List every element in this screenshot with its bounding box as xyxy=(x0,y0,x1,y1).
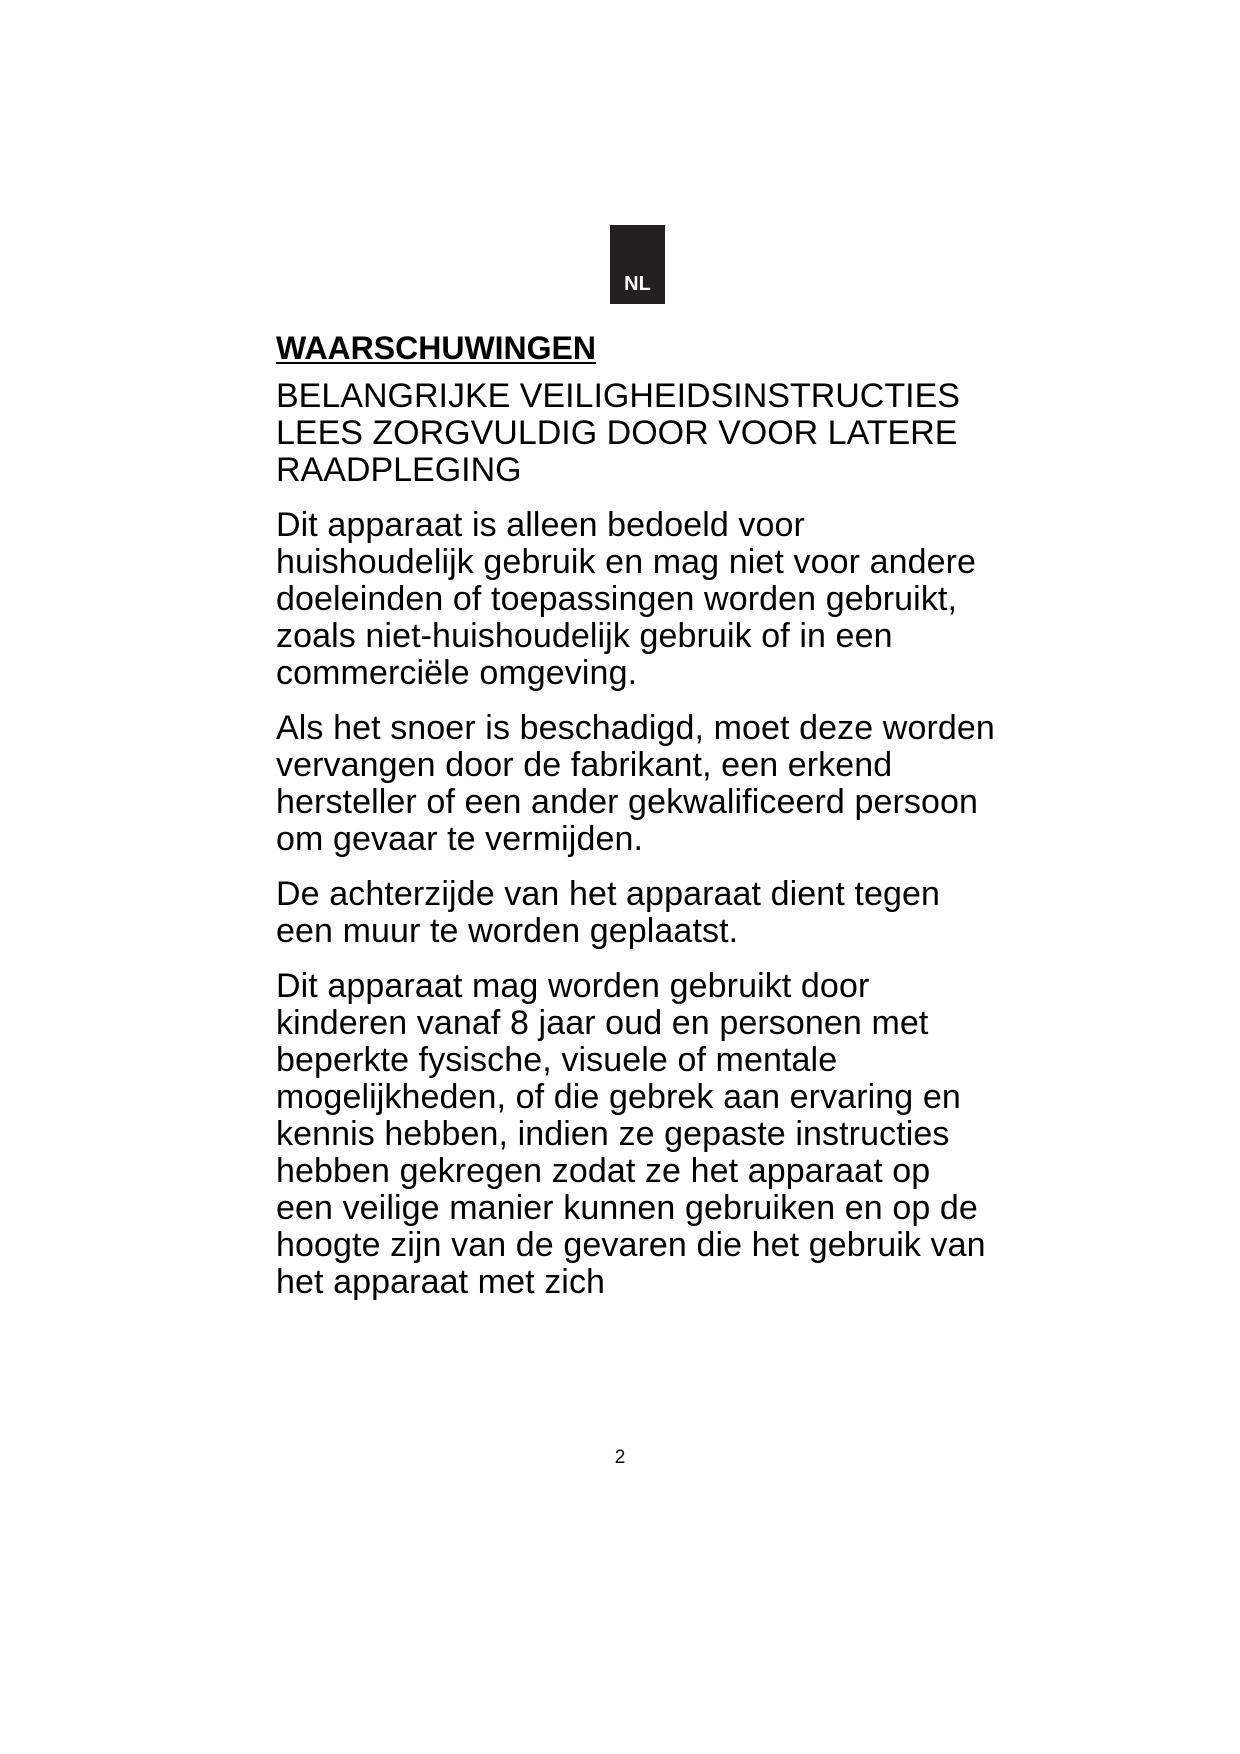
language-badge xyxy=(610,225,665,304)
page-number: 2 xyxy=(614,1447,626,1468)
paragraph-children-use: Dit apparaat mag worden gebruikt door kinderen vanaf 8 jaar oud en personen met beperkte fysische, visuele of mentale mogelijkheden, of die gebrek aan ervaring en kennis hebben, indien ze gepaste instructies hebben gekregen zodat ze het apparaat op een veilige manier kunnen gebruiken en op de hoogte zijn van de gevaren die het gebruik van het apparaat met zich xyxy=(276,967,986,1301)
subtitle-line-2: LEES ZORGVULDIG DOOR VOOR LATERE xyxy=(276,414,958,452)
subtitle-line-3: RAADPLEGING xyxy=(276,451,522,489)
safety-subtitle xyxy=(276,378,996,489)
paragraph-damaged-cord: Als het snoer is beschadigd, moet deze worden vervangen door de fabrikant, een erkend hersteller of een ander gekwalificeerd persoon om gevaar te vermijden. xyxy=(276,709,995,858)
document-body xyxy=(276,328,996,1319)
language-badge-label: NL xyxy=(624,273,651,295)
paragraph-household-use: Dit apparaat is alleen bedoeld voor huishoudelijk gebruik en mag niet voor andere doeleinden of toepassingen worden gebruikt, zoals niet-huishoudelijk gebruik of in een commerciële omgeving. xyxy=(276,506,977,692)
subtitle-line-1: BELANGRIJKE VEILIGHEIDSINSTRUCTIES xyxy=(276,377,960,415)
paragraph-placement: De achterzijde van het apparaat dient tegen een muur te worden geplaatst. xyxy=(276,875,940,950)
page-title: WAARSCHUWINGEN xyxy=(276,330,596,366)
